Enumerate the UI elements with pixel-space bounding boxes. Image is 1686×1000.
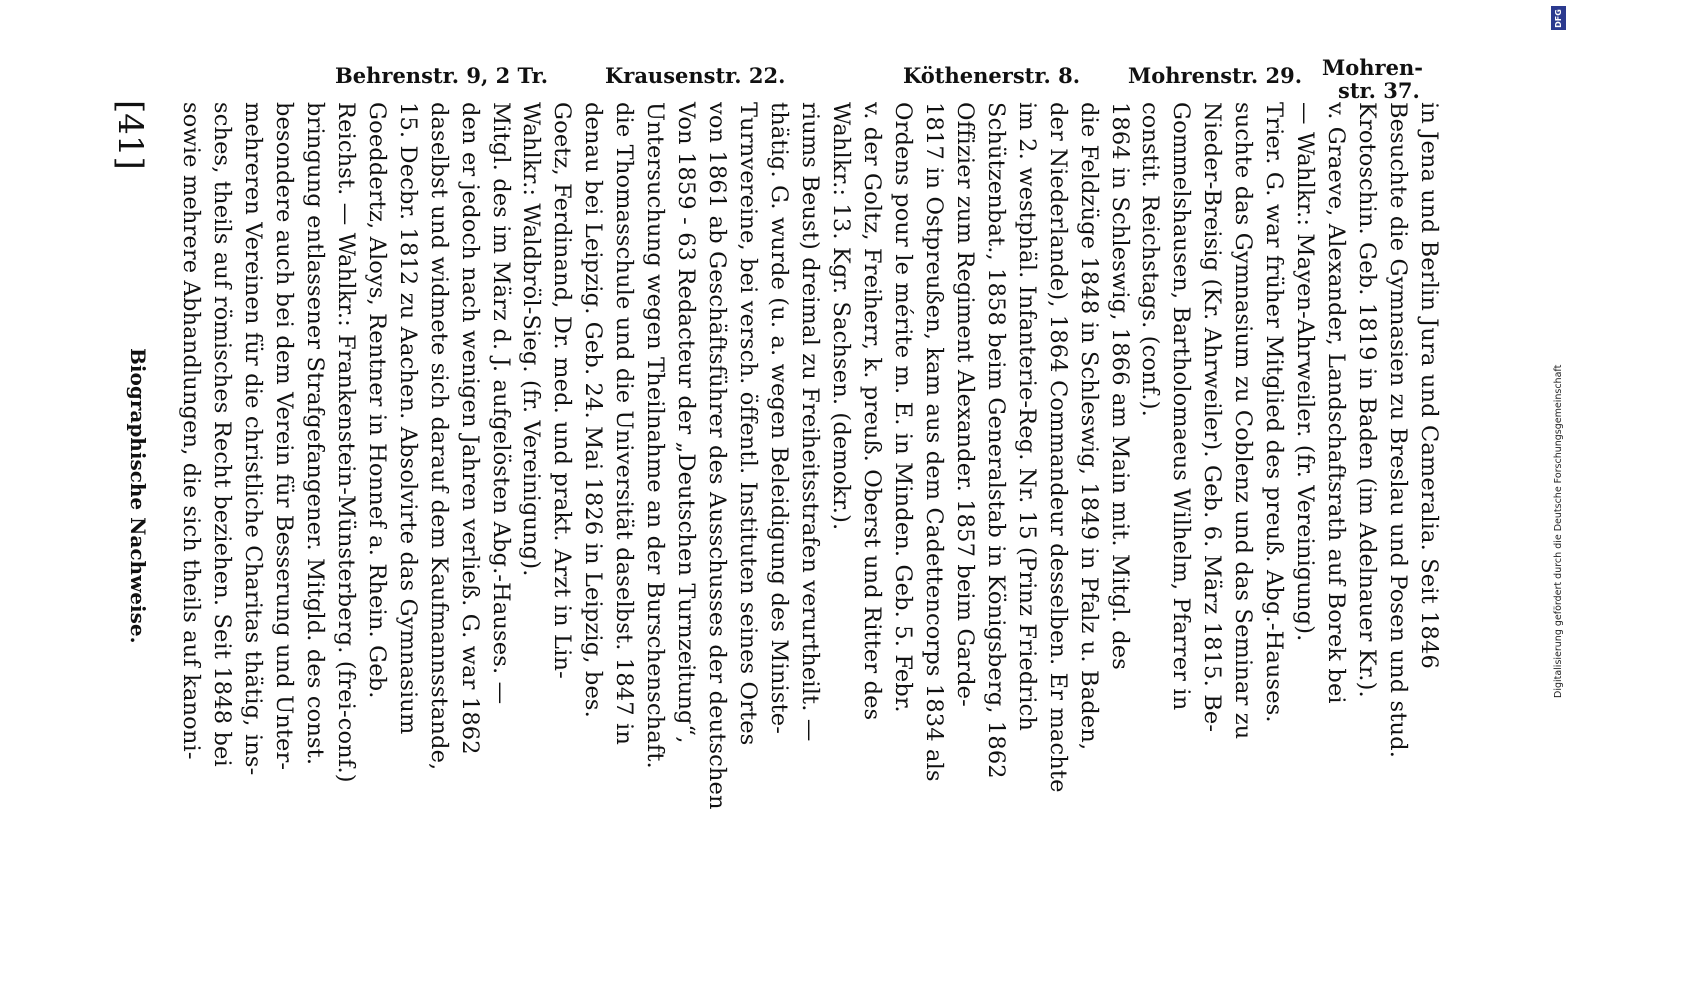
text-line: Trier. G. war früher Mitglied des preuß. Abg.-Hauses. [1261, 102, 1288, 723]
text-line: Besuchte die Gymnasien zu Breslau und Posen und stud. [1385, 102, 1412, 759]
text-line: Offizier zum Regiment Alexander. 1857 beim Garde- [951, 102, 978, 707]
text-line: suchte das Gymnasium zu Coblenz und das Seminar zu [1230, 102, 1257, 740]
text-line: sowie mehrere Abhandlungen, die sich theils auf kanoni- [178, 102, 204, 760]
text-line: mehreren Vereinen für die christliche Charitas thätig, ins- [239, 102, 266, 776]
address-5a: Mohren- [1322, 55, 1423, 80]
text-line: riums Beust) dreimal zu Freiheitsstrafen verurtheilt. — [797, 102, 823, 742]
text-line: die Feldzüge 1848 in Schleswig, 1849 in Pfalz u. Baden, [1075, 102, 1102, 751]
text-line: Ordens pour le mérite m. E. in Minden. Geb. 5. Febr. [889, 102, 916, 713]
text-line: Wahlkr.: Waldbröl-Sieg. (fr. Vereinigung). [518, 102, 545, 577]
text-line: thätig. G. wurde (u. a. wegen Beleidigung des Ministe- [766, 102, 793, 735]
page-number: [41] [110, 100, 150, 170]
text-line: in Jena und Berlin Jura und Cameralia. Seit 1846 [1416, 102, 1442, 669]
text-line: 1864 in Schleswig, 1866 am Main mit. Mitgl. des [1106, 102, 1133, 670]
text-line: Goetz, Ferdinand, Dr. med. und prakt. Arzt in Lin- [549, 102, 576, 679]
text-line: 1817 in Ostpreußen, kam aus dem Cadettencorps 1834 als [920, 102, 947, 782]
page-title: Biographische Nachweise. [126, 348, 150, 644]
text-line: den er jedoch nach wenigen Jahren verließ. G. war 1862 [456, 102, 483, 755]
text-line: Mitgl. des im März d. J. aufgelösten Abg.-Hauses. — [487, 102, 514, 705]
text-line: Turnvereine, bei versch. öffentl. Instituten seines Ortes [735, 102, 762, 746]
text-line: Schützenbat., 1858 beim Generalstab in Königsberg, 1862 [982, 102, 1009, 779]
text-line: v. der Goltz, Freiherr, k. preuß. Oberst und Ritter des [858, 102, 885, 721]
text-line: sches, theils auf römisches Recht beziehen. Seit 1848 bei [208, 102, 235, 767]
address-3: Köthenerstr. 8. [903, 63, 1081, 88]
text-line: daselbst und widmete sich darauf dem Kaufmannsstande, [425, 102, 452, 771]
address-5b: str. 37. [1338, 78, 1420, 103]
text-line: der Niederlande), 1864 Commandeur desselben. Er machte [1044, 102, 1071, 793]
text-line: Wahlkr.: 13. Kgr. Sachsen. (demokr.). [827, 102, 854, 531]
text-line: besondere auch bei dem Verein für Besserung und Unter- [270, 102, 297, 771]
text-line: die Thomasschule und die Universität daselbst. 1847 in [611, 102, 638, 745]
text-line: bringung entlassener Strafgefangener. Mitgld. des const. [301, 102, 328, 766]
text-line: von 1861 ab Geschäftsführer des Ausschusses der deutschen [704, 102, 731, 810]
text-line: Krotoschin. Geb. 1819 in Baden (im Adelnauer Kr.). [1354, 102, 1381, 698]
text-line: Nieder-Breisig (Kr. Ahrweiler). Geb. 6. März 1815. Be- [1199, 102, 1226, 733]
text-line: Goeddertz, Aloys, Rentner in Honnef a. Rhein. Geb. [363, 102, 390, 699]
text-line: Untersuchung wegen Theilnahme an der Burschenschaft. [642, 102, 669, 769]
text-line: denau bei Leipzig. Geb. 24. Mai 1826 in Leipzig, bes. [580, 102, 607, 718]
dfg-logo: DFG [1551, 6, 1566, 30]
text-line: v. Graeve, Alexander, Landschaftsrath auf Borek bei [1323, 102, 1350, 704]
address-2: Krausenstr. 22. [605, 63, 786, 88]
text-line: — Wahlkr.: Mayen-Ahrweiler. (fr. Vereinigung). [1292, 102, 1319, 642]
address-4: Mohrenstr. 29. [1128, 63, 1303, 88]
digitization-credit: Digitalisierung gefördert durch die Deutsche Forschungsgemeinschaft [1553, 364, 1564, 698]
text-line: Gommelshausen, Bartholomaeus Wilhelm, Pfarrer in [1168, 102, 1195, 711]
text-line: Reichst. — Wahlkr.: Frankenstein-Münsterberg. (frei-conf.) [332, 102, 359, 783]
text-line: Von 1859 - 63 Redacteur der „Deutschen Turnzeitung“, [673, 102, 700, 744]
text-line: 15. Decbr. 1812 zu Aachen. Absolvirte das Gymnasium [394, 102, 421, 735]
address-1: Behrenstr. 9, 2 Tr. [335, 63, 549, 88]
text-line: constit. Reichstags. (conf.). [1137, 102, 1164, 417]
text-line: im 2. westphäl. Infanterie-Reg. Nr. 15 (Prinz Friedrich [1013, 102, 1040, 732]
